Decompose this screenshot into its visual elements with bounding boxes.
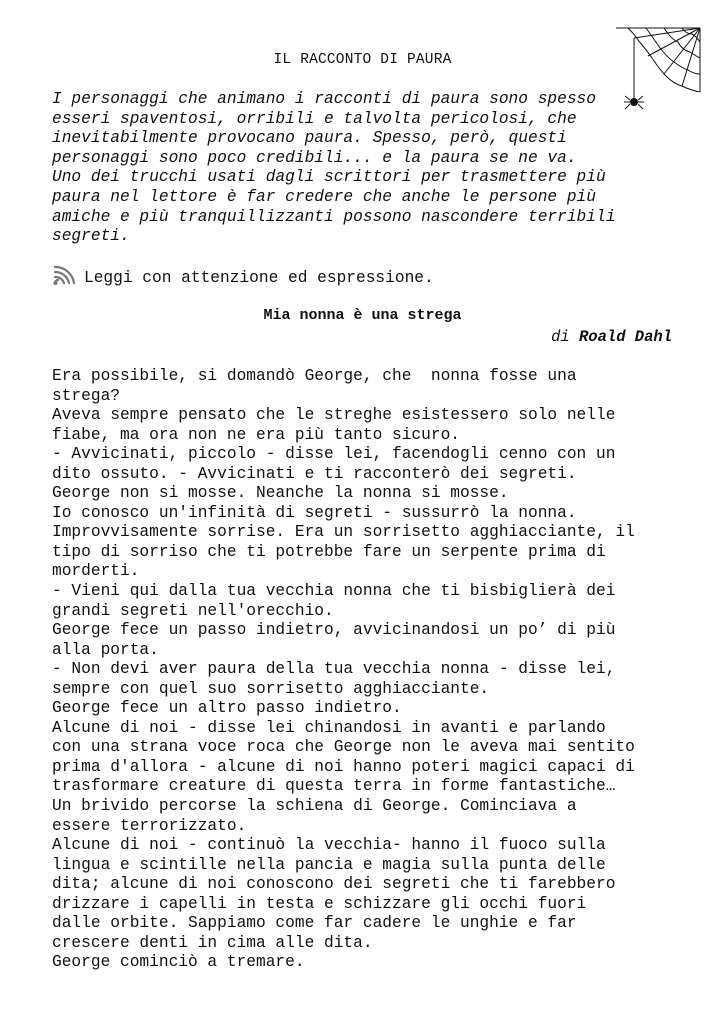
story-line: dalle orbite. Sappiamo come far cadere le unghie e far (52, 914, 577, 933)
intro-line: segreti. (52, 227, 130, 246)
story-line: George non si mosse. Neanche la nonna si mosse. (52, 484, 509, 503)
story-line: tipo di sorriso che ti potrebbe fare un serpente prima di (52, 542, 606, 561)
story-line: morderti. (52, 562, 140, 581)
story-line: George fece un altro passo indietro. (52, 699, 402, 718)
story-line: sempre con quel suo sorrisetto agghiacciante. (52, 679, 490, 698)
intro-line: I personaggi che animano i racconti di paura sono spesso (52, 90, 596, 108)
intro-line: esseri spaventosi, orribili e talvolta pericolosi, che (52, 109, 577, 128)
story-line: George cominciò a tremare. (52, 953, 305, 972)
story-line: crescere denti in cima alle dita. (52, 933, 373, 952)
author-name: Roald Dahl (578, 328, 672, 346)
story-line: fiabe, ma ora non ne era più tanto sicuro. (52, 425, 460, 444)
story-line: drizzare i capelli in testa e schizzare gli occhi fuori (52, 894, 587, 913)
story-line: con una strana voce roca che George non le aveva mai sentito (52, 738, 635, 757)
story-line: Alcune di noi - disse lei chinandosi in avanti e parlando (52, 718, 606, 737)
story-line: - Vieni qui dalla tua vecchia nonna che ti bisbiglierà dei (52, 582, 616, 601)
story-line: - Non devi aver paura della tua vecchia nonna - disse lei, (52, 660, 616, 679)
story-line: grandi segreti nell'orecchio. (52, 601, 334, 620)
story-line: - Avvicinati, piccolo - disse lei, facendogli cenno con un (52, 445, 616, 464)
page-title: IL RACCONTO DI PAURA (273, 52, 452, 68)
story-line: George fece un passo indietro, avvicinandosi un po’ di più (52, 621, 616, 640)
story-line: Io conosco un'infinità di segreti - sussurrò la nonna. (52, 503, 577, 522)
story-line: trasformare creature di questa terra in forme fantastiche… (52, 777, 616, 796)
intro-line: amiche e più tranquillizzanti possono nascondere terribili (52, 207, 616, 226)
story-line: Alcune di noi - continuò la vecchia- hanno il fuoco sulla (52, 836, 606, 855)
instruction-text: Leggi con attenzione ed espressione. (84, 269, 434, 287)
story-line: alla porta. (52, 640, 159, 659)
author-line (551, 328, 672, 346)
story-title: Mia nonna è una strega (263, 307, 462, 324)
story-line: strega? (52, 386, 120, 405)
intro-line: paura nel lettore è far credere che anche le persone più (52, 187, 596, 206)
story-line: Aveva sempre pensato che le streghe esistessero solo nelle (52, 406, 616, 425)
story-line: dita; alcune di noi conoscono dei segreti che ti farebbero (52, 875, 616, 894)
story-line: essere terrorizzato. (52, 816, 247, 835)
story-line: prima d'allora - alcune di noi hanno poteri magici capaci di (52, 757, 635, 776)
story-text (52, 367, 682, 973)
story-line: dito ossuto. - Avvicinati e ti racconterò dei segreti. (52, 464, 577, 483)
story-line: Era possibile, si domandò George, che nonna fosse una (52, 367, 577, 385)
author-prefix: di (551, 328, 570, 346)
intro-line: inevitabilmente provocano paura. Spesso, però, questi (52, 129, 567, 148)
story-line: lingua e scintille nella pancia e magia sulla punta delle (52, 855, 606, 874)
intro-line: Uno dei trucchi usati dagli scrittori per trasmettere più (52, 168, 606, 187)
read-aloud-icon (52, 264, 76, 286)
story-line: Improvvisamente sorrise. Era un sorrisetto agghiacciante, il (52, 523, 635, 542)
story-line: Un brivido percorse la schiena di George. Cominciava a (52, 797, 577, 816)
intro-line: personaggi sono poco credibili... e la paura se ne va. (52, 148, 577, 167)
intro-paragraph (52, 90, 672, 247)
